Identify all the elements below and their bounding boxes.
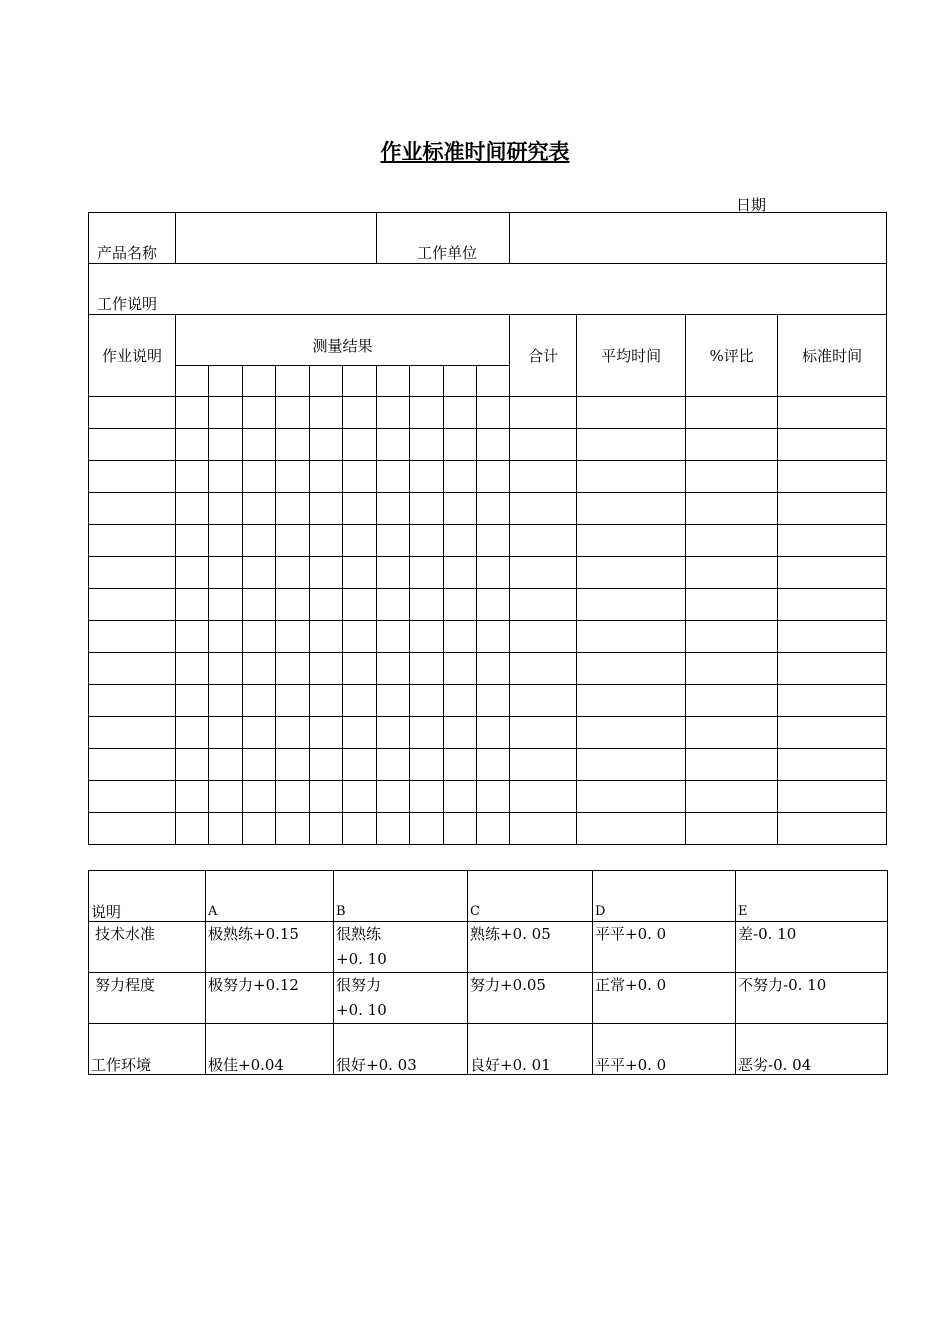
measurement-cell[interactable] [444, 685, 477, 717]
table-row [89, 557, 887, 589]
measurement-results-header: 测量结果 [176, 315, 510, 366]
time-study-table [88, 212, 887, 845]
measurement-cell[interactable] [477, 397, 510, 429]
result-cell[interactable] [778, 461, 887, 493]
rating-cell: 努力+0.05 [468, 973, 593, 1024]
measurement-cell[interactable] [243, 717, 276, 749]
result-cell[interactable] [510, 653, 577, 685]
measurement-cell[interactable] [410, 525, 444, 557]
product-name-field[interactable] [176, 213, 377, 264]
standard-time-header: 标准时间 [778, 315, 887, 397]
measurement-cell[interactable] [444, 781, 477, 813]
measurement-subcell [209, 366, 243, 397]
result-cell[interactable] [510, 397, 577, 429]
measurement-cell[interactable] [310, 429, 343, 461]
result-cell[interactable] [778, 589, 887, 621]
measurement-cell[interactable] [243, 397, 276, 429]
measurement-cell[interactable] [276, 717, 310, 749]
measurement-cell[interactable] [310, 781, 343, 813]
result-cell[interactable] [686, 813, 778, 845]
result-cell[interactable] [577, 717, 686, 749]
measurement-cell[interactable] [410, 749, 444, 781]
table-row [89, 717, 887, 749]
rating-cell: 极努力+0.12 [206, 973, 334, 1024]
table-row [89, 621, 887, 653]
measurement-cell[interactable] [310, 525, 343, 557]
measurement-cell[interactable] [410, 589, 444, 621]
measurement-cell[interactable] [377, 493, 410, 525]
measurement-cell[interactable] [444, 461, 477, 493]
measurement-cell[interactable] [343, 397, 377, 429]
result-cell[interactable] [577, 557, 686, 589]
measurement-cell[interactable] [209, 781, 243, 813]
measurement-cell[interactable] [243, 781, 276, 813]
rating-cell: 正常+0. 0 [593, 973, 736, 1024]
measurement-cell[interactable] [243, 461, 276, 493]
result-cell[interactable] [577, 397, 686, 429]
result-cell[interactable] [510, 749, 577, 781]
result-cell[interactable] [577, 685, 686, 717]
result-cell[interactable] [686, 717, 778, 749]
table-row [89, 429, 887, 461]
measurement-cell[interactable] [276, 525, 310, 557]
measurement-cell[interactable] [209, 397, 243, 429]
measurement-cell[interactable] [176, 685, 209, 717]
measurement-cell[interactable] [276, 621, 310, 653]
measurement-cell[interactable] [377, 589, 410, 621]
measurement-cell[interactable] [276, 493, 310, 525]
table-row [89, 589, 887, 621]
measurement-cell[interactable] [176, 525, 209, 557]
skill-level-label: 技术水准 [89, 922, 206, 973]
measurement-cell[interactable] [343, 429, 377, 461]
measurement-cell[interactable] [176, 749, 209, 781]
measurement-cell[interactable] [444, 557, 477, 589]
measurement-cell[interactable] [377, 781, 410, 813]
result-cell[interactable] [577, 749, 686, 781]
measurement-cell[interactable] [310, 461, 343, 493]
measurement-subcell [410, 366, 444, 397]
table-row [89, 813, 887, 845]
measurement-cell[interactable] [477, 717, 510, 749]
measurement-cell[interactable] [377, 813, 410, 845]
measurement-cell[interactable] [176, 653, 209, 685]
measurement-cell[interactable] [209, 525, 243, 557]
operation-cell[interactable] [89, 557, 176, 589]
measurement-cell[interactable] [343, 781, 377, 813]
measurement-cell[interactable] [176, 557, 209, 589]
rating-header-description: 说明 [89, 871, 206, 922]
rating-cell: 很熟练 +0. 10 [334, 922, 468, 973]
measurement-cell[interactable] [343, 589, 377, 621]
measurement-cell[interactable] [243, 493, 276, 525]
measurement-subcell [343, 366, 377, 397]
measurement-cell[interactable] [444, 813, 477, 845]
table-row [89, 493, 887, 525]
result-cell[interactable] [577, 589, 686, 621]
measurement-cell[interactable] [377, 621, 410, 653]
measurement-cell[interactable] [310, 653, 343, 685]
measurement-cell[interactable] [276, 653, 310, 685]
result-cell[interactable] [510, 781, 577, 813]
result-cell[interactable] [778, 621, 887, 653]
measurement-cell[interactable] [444, 525, 477, 557]
work-description-row [89, 264, 887, 315]
rating-cell: 极佳+0.04 [206, 1024, 334, 1075]
rating-cell: 极熟练+0.15 [206, 922, 334, 973]
result-cell[interactable] [686, 493, 778, 525]
measurement-cell[interactable] [209, 621, 243, 653]
measurement-subcell [243, 366, 276, 397]
rating-cell: 不努力-0. 10 [736, 973, 888, 1024]
measurement-subcell [310, 366, 343, 397]
product-name-label: 产品名称 [89, 213, 176, 264]
measurement-cell[interactable] [276, 685, 310, 717]
rating-cell: 良好+0. 01 [468, 1024, 593, 1075]
rating-cell: 平平+0. 0 [593, 922, 736, 973]
operation-cell[interactable] [89, 525, 176, 557]
operation-cell[interactable] [89, 749, 176, 781]
rating-header-row [89, 871, 888, 922]
measurement-cell[interactable] [343, 493, 377, 525]
result-cell[interactable] [686, 429, 778, 461]
rating-header-a: A [206, 871, 334, 922]
table-row [89, 749, 887, 781]
table-row [89, 653, 887, 685]
operation-cell[interactable] [89, 685, 176, 717]
operation-cell[interactable] [89, 813, 176, 845]
rating-header-b: B [334, 871, 468, 922]
result-cell[interactable] [510, 493, 577, 525]
result-cell[interactable] [686, 749, 778, 781]
measurement-cell[interactable] [377, 749, 410, 781]
result-cell[interactable] [510, 621, 577, 653]
measurement-cell[interactable] [410, 493, 444, 525]
measurement-cell[interactable] [410, 781, 444, 813]
measurement-cell[interactable] [444, 621, 477, 653]
result-cell[interactable] [686, 525, 778, 557]
measurement-cell[interactable] [243, 429, 276, 461]
operation-cell[interactable] [89, 589, 176, 621]
result-cell[interactable] [577, 781, 686, 813]
measurement-cell[interactable] [377, 685, 410, 717]
measurement-cell[interactable] [410, 461, 444, 493]
average-time-header: 平均时间 [577, 315, 686, 397]
result-cell[interactable] [778, 493, 887, 525]
measurement-cell[interactable] [243, 653, 276, 685]
result-cell[interactable] [577, 493, 686, 525]
rating-cell: 恶劣-0. 04 [736, 1024, 888, 1075]
result-cell[interactable] [778, 525, 887, 557]
measurement-cell[interactable] [310, 557, 343, 589]
measurement-cell[interactable] [343, 685, 377, 717]
measurement-subcell [477, 366, 510, 397]
header-row [89, 315, 887, 366]
measurement-cell[interactable] [477, 813, 510, 845]
date-label: 日期 [736, 196, 767, 214]
skill-level-row [89, 922, 888, 973]
result-cell[interactable] [778, 653, 887, 685]
measurement-cell[interactable] [444, 653, 477, 685]
measurement-cell[interactable] [209, 493, 243, 525]
result-cell[interactable] [577, 813, 686, 845]
measurement-cell[interactable] [176, 621, 209, 653]
measurement-cell[interactable] [243, 589, 276, 621]
measurement-cell[interactable] [477, 749, 510, 781]
measurement-cell[interactable] [310, 749, 343, 781]
measurement-cell[interactable] [444, 749, 477, 781]
measurement-cell[interactable] [209, 589, 243, 621]
result-cell[interactable] [686, 461, 778, 493]
measurement-cell[interactable] [276, 557, 310, 589]
measurement-cell[interactable] [477, 781, 510, 813]
measurement-cell[interactable] [343, 749, 377, 781]
measurement-cell[interactable] [243, 813, 276, 845]
work-unit-field[interactable] [510, 213, 887, 264]
measurement-cell[interactable] [410, 397, 444, 429]
measurement-subcell [176, 366, 209, 397]
measurement-cell[interactable] [444, 429, 477, 461]
measurement-cell[interactable] [176, 813, 209, 845]
data-rows [89, 397, 887, 845]
table-row [89, 397, 887, 429]
measurement-cell[interactable] [310, 397, 343, 429]
measurement-cell[interactable] [310, 493, 343, 525]
measurement-cell[interactable] [276, 813, 310, 845]
measurement-cell[interactable] [477, 461, 510, 493]
measurement-cell[interactable] [444, 397, 477, 429]
measurement-cell[interactable] [276, 461, 310, 493]
measurement-cell[interactable] [410, 685, 444, 717]
operation-cell[interactable] [89, 621, 176, 653]
measurement-cell[interactable] [276, 589, 310, 621]
measurement-cell[interactable] [444, 717, 477, 749]
measurement-cell[interactable] [209, 429, 243, 461]
result-cell[interactable] [577, 525, 686, 557]
measurement-cell[interactable] [243, 685, 276, 717]
result-cell[interactable] [778, 429, 887, 461]
result-cell[interactable] [686, 397, 778, 429]
measurement-cell[interactable] [343, 557, 377, 589]
measurement-cell[interactable] [377, 429, 410, 461]
measurement-cell[interactable] [477, 493, 510, 525]
measurement-cell[interactable] [276, 781, 310, 813]
rating-table [88, 870, 888, 1075]
measurement-cell[interactable] [276, 749, 310, 781]
measurement-cell[interactable] [410, 813, 444, 845]
result-cell[interactable] [510, 589, 577, 621]
measurement-cell[interactable] [176, 461, 209, 493]
measurement-cell[interactable] [209, 717, 243, 749]
result-cell[interactable] [778, 813, 887, 845]
rating-header-d: D [593, 871, 736, 922]
result-cell[interactable] [577, 621, 686, 653]
result-cell[interactable] [577, 429, 686, 461]
measurement-cell[interactable] [410, 653, 444, 685]
measurement-cell[interactable] [176, 781, 209, 813]
rating-cell: 差-0. 10 [736, 922, 888, 973]
measurement-cell[interactable] [444, 589, 477, 621]
rating-header: %评比 [686, 315, 778, 397]
measurement-cell[interactable] [377, 397, 410, 429]
table-row [89, 685, 887, 717]
measurement-subcell [377, 366, 410, 397]
measurement-cell[interactable] [477, 685, 510, 717]
measurement-cell[interactable] [310, 717, 343, 749]
result-cell[interactable] [686, 781, 778, 813]
result-cell[interactable] [778, 685, 887, 717]
measurement-cell[interactable] [276, 397, 310, 429]
result-cell[interactable] [778, 749, 887, 781]
result-cell[interactable] [686, 589, 778, 621]
table-row [89, 781, 887, 813]
measurement-cell[interactable] [377, 653, 410, 685]
page-title: 作业标准时间研究表 [380, 140, 570, 164]
result-cell[interactable] [510, 429, 577, 461]
measurement-cell[interactable] [343, 621, 377, 653]
measurement-cell[interactable] [176, 493, 209, 525]
measurement-cell[interactable] [410, 557, 444, 589]
measurement-cell[interactable] [477, 557, 510, 589]
result-cell[interactable] [686, 557, 778, 589]
measurement-cell[interactable] [343, 653, 377, 685]
effort-level-row [89, 973, 888, 1024]
table-row [89, 461, 887, 493]
measurement-cell[interactable] [343, 813, 377, 845]
measurement-cell[interactable] [377, 717, 410, 749]
measurement-cell[interactable] [176, 429, 209, 461]
result-cell[interactable] [778, 717, 887, 749]
measurement-cell[interactable] [209, 653, 243, 685]
measurement-cell[interactable] [243, 525, 276, 557]
measurement-cell[interactable] [377, 461, 410, 493]
result-cell[interactable] [686, 653, 778, 685]
rating-header-c: C [468, 871, 593, 922]
measurement-cell[interactable] [176, 717, 209, 749]
result-cell[interactable] [778, 397, 887, 429]
measurement-cell[interactable] [343, 461, 377, 493]
operation-cell[interactable] [89, 429, 176, 461]
measurement-subcell [444, 366, 477, 397]
table-row [89, 525, 887, 557]
measurement-cell[interactable] [209, 685, 243, 717]
measurement-cell[interactable] [477, 621, 510, 653]
result-cell[interactable] [510, 813, 577, 845]
measurement-cell[interactable] [176, 397, 209, 429]
measurement-cell[interactable] [310, 621, 343, 653]
work-environment-label: 工作环境 [89, 1024, 206, 1075]
measurement-cell[interactable] [343, 525, 377, 557]
measurement-cell[interactable] [477, 525, 510, 557]
result-cell[interactable] [510, 525, 577, 557]
measurement-cell[interactable] [209, 749, 243, 781]
measurement-cell[interactable] [343, 717, 377, 749]
measurement-cell[interactable] [477, 429, 510, 461]
work-environment-row [89, 1024, 888, 1075]
measurement-cell[interactable] [410, 621, 444, 653]
measurement-cell[interactable] [243, 749, 276, 781]
rating-cell: 平平+0. 0 [593, 1024, 736, 1075]
measurement-cell[interactable] [209, 557, 243, 589]
operation-cell[interactable] [89, 493, 176, 525]
result-cell[interactable] [577, 461, 686, 493]
result-cell[interactable] [510, 717, 577, 749]
measurement-cell[interactable] [276, 429, 310, 461]
measurement-cell[interactable] [477, 589, 510, 621]
measurement-cell[interactable] [209, 813, 243, 845]
result-cell[interactable] [778, 557, 887, 589]
measurement-cell[interactable] [310, 589, 343, 621]
result-cell[interactable] [510, 557, 577, 589]
operation-cell[interactable] [89, 717, 176, 749]
result-cell[interactable] [577, 653, 686, 685]
operation-cell[interactable] [89, 461, 176, 493]
work-description-label[interactable]: 工作说明 [89, 264, 887, 315]
measurement-cell[interactable] [410, 429, 444, 461]
measurement-cell[interactable] [243, 621, 276, 653]
rating-cell: 熟练+0. 05 [468, 922, 593, 973]
measurement-cell[interactable] [310, 813, 343, 845]
measurement-cell[interactable] [310, 685, 343, 717]
effort-level-label: 努力程度 [89, 973, 206, 1024]
operation-cell[interactable] [89, 653, 176, 685]
operation-description-header: 作业说明 [89, 315, 176, 397]
measurement-cell[interactable] [444, 493, 477, 525]
measurement-subcell [276, 366, 310, 397]
rating-header-e: E [736, 871, 888, 922]
total-header: 合计 [510, 315, 577, 397]
measurement-cell[interactable] [410, 717, 444, 749]
rating-cell: 很好+0. 03 [334, 1024, 468, 1075]
measurement-cell[interactable] [243, 557, 276, 589]
measurement-cell[interactable] [209, 461, 243, 493]
measurement-cell[interactable] [477, 653, 510, 685]
operation-cell[interactable] [89, 781, 176, 813]
measurement-cell[interactable] [377, 525, 410, 557]
result-cell[interactable] [686, 685, 778, 717]
measurement-cell[interactable] [377, 557, 410, 589]
operation-cell[interactable] [89, 397, 176, 429]
product-row [89, 213, 887, 264]
result-cell[interactable] [686, 621, 778, 653]
rating-cell: 很努力 +0. 10 [334, 973, 468, 1024]
result-cell[interactable] [510, 461, 577, 493]
result-cell[interactable] [778, 781, 887, 813]
result-cell[interactable] [510, 685, 577, 717]
work-unit-label: 工作单位 [377, 213, 510, 264]
measurement-cell[interactable] [176, 589, 209, 621]
